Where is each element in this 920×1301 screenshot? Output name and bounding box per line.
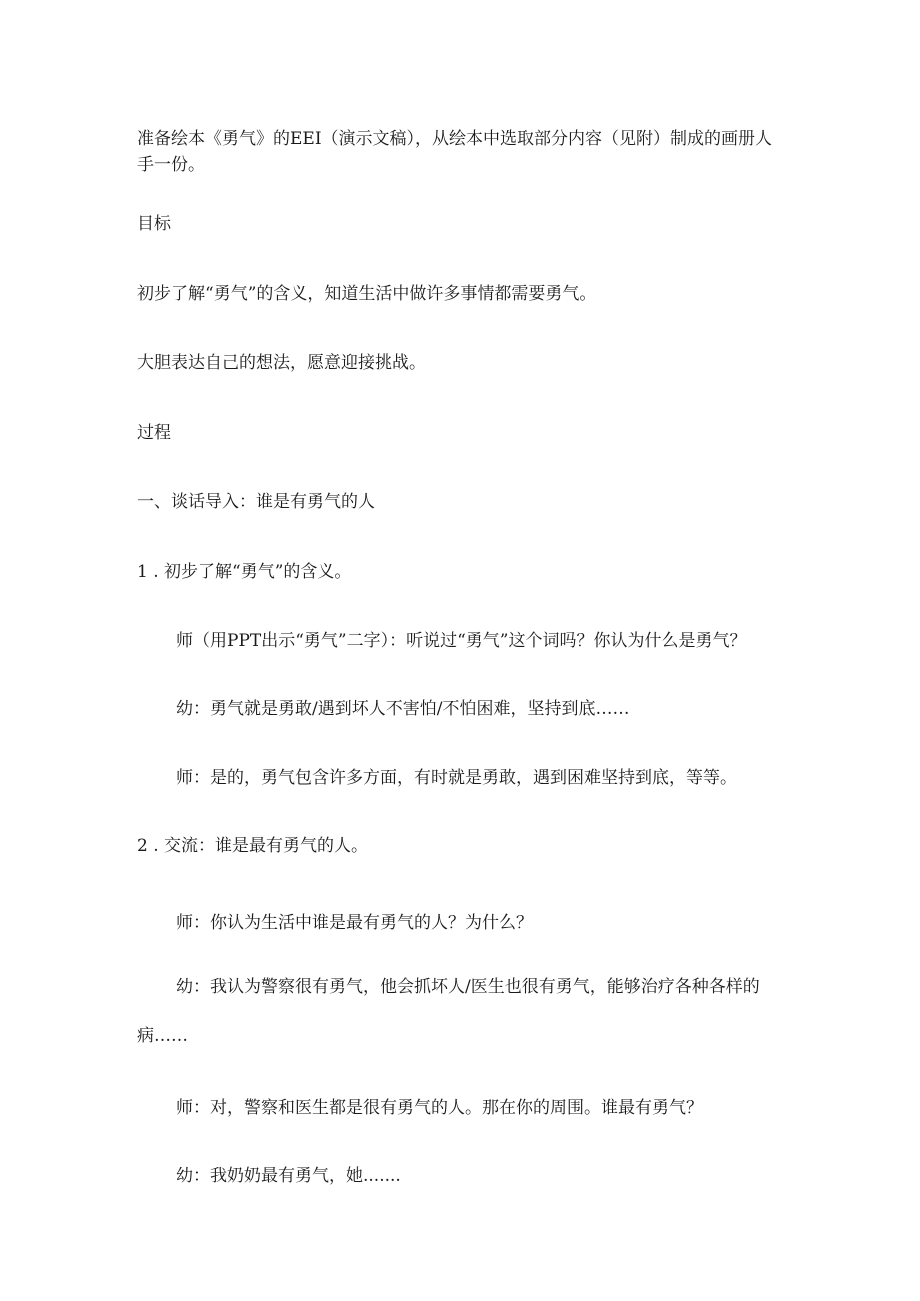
- step-1-teacher-question: 师（用PPT出示“勇气”二字）：听说过“勇气”这个词吗？你认为什么是勇气？: [176, 631, 747, 651]
- step-2-title: 2 . 交流：谁是最有勇气的人。: [137, 836, 369, 856]
- step-1-teacher-summary: 师：是的，勇气包含许多方面，有时就是勇敢，遇到困难坚持到底，等等。: [176, 768, 737, 788]
- step-2-child-answer-line1: 幼：我认为警察很有勇气，他会抓坏人/医生也很有勇气，能够治疗各种各样的: [176, 977, 760, 997]
- step-2-teacher-question: 师：你认为生活中谁是最有勇气的人？为什么？: [176, 913, 533, 933]
- step-1-title: 1 . 初步了解“勇气”的含义。: [137, 562, 352, 582]
- section-1-title: 一、谈话导入：谁是有勇气的人: [137, 492, 375, 512]
- step-2-child-answer-line2: 病……: [137, 1026, 188, 1046]
- process-heading: 过程: [137, 423, 171, 443]
- prep-paragraph: 准备绘本《勇气》的EEI（演示文稿），从绘本中选取部分内容（见附）制成的画册人手一份。: [137, 129, 773, 175]
- goal-item-2: 大胆表达自己的想法，愿意迎接挑战。: [137, 353, 426, 373]
- step-1-child-answer: 幼：勇气就是勇敢/遇到坏人不害怕/不怕困难，坚持到底……: [176, 699, 630, 719]
- step-2-child-answer-2: 幼：我奶奶最有勇气，她.......: [176, 1166, 401, 1186]
- goal-item-1: 初步了解“勇气”的含义，知道生活中做许多事情都需要勇气。: [137, 284, 597, 304]
- goals-heading: 目标: [137, 214, 171, 234]
- step-2-teacher-followup: 师：对，警察和医生都是很有勇气的人。那在你的周围。谁最有勇气？: [176, 1098, 703, 1118]
